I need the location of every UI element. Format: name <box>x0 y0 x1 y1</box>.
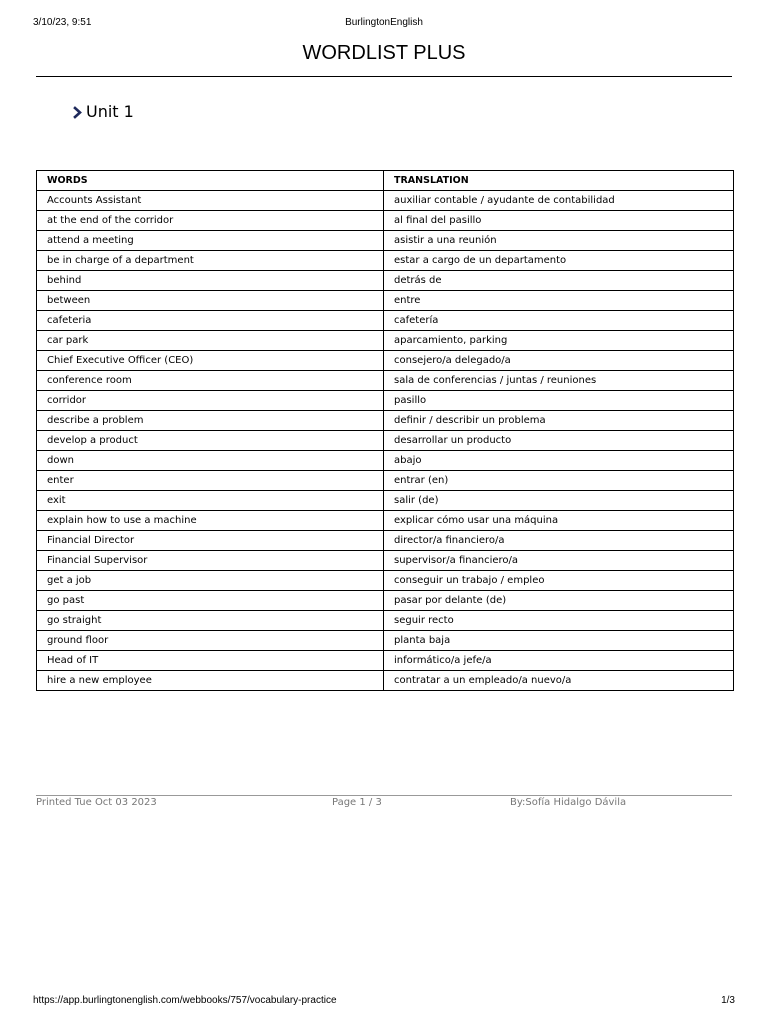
word-cell: conference room <box>37 371 384 391</box>
word-cell: cafeteria <box>37 311 384 331</box>
page-title: WORDLIST PLUS <box>302 42 466 64</box>
table-row <box>37 311 734 331</box>
print-site-name: BurlingtonEnglish <box>345 17 423 28</box>
title-divider <box>36 76 732 77</box>
word-cell: Chief Executive Officer (CEO) <box>37 351 384 371</box>
table-row <box>37 451 734 471</box>
table-header-row <box>37 171 734 191</box>
translation-cell: sala de conferencias / juntas / reuniones <box>384 371 734 391</box>
word-cell: down <box>37 451 384 471</box>
column-header-words: WORDS <box>37 171 384 191</box>
wordlist-table <box>36 170 734 691</box>
translation-cell: planta baja <box>384 631 734 651</box>
table-row <box>37 591 734 611</box>
translation-cell: asistir a una reunión <box>384 231 734 251</box>
table-row <box>37 531 734 551</box>
translation-cell: pasar por delante (de) <box>384 591 734 611</box>
word-cell: go straight <box>37 611 384 631</box>
word-cell: describe a problem <box>37 411 384 431</box>
table-row <box>37 551 734 571</box>
print-url: https://app.burlingtonenglish.com/webbooks/757/vocabulary-practice <box>33 995 337 1006</box>
translation-cell: entre <box>384 291 734 311</box>
translation-cell: informático/a jefe/a <box>384 651 734 671</box>
translation-cell: aparcamiento, parking <box>384 331 734 351</box>
table-row <box>37 471 734 491</box>
table-row <box>37 411 734 431</box>
table-row <box>37 571 734 591</box>
translation-cell: al final del pasillo <box>384 211 734 231</box>
word-cell: car park <box>37 331 384 351</box>
word-cell: be in charge of a department <box>37 251 384 271</box>
translation-cell: entrar (en) <box>384 471 734 491</box>
page-indicator: Page 1 / 3 <box>332 797 382 808</box>
table-row <box>37 611 734 631</box>
print-date-time: 3/10/23, 9:51 <box>33 17 92 28</box>
table-row <box>37 271 734 291</box>
print-page-number: 1/3 <box>721 995 735 1006</box>
translation-cell: detrás de <box>384 271 734 291</box>
printed-date: Printed Tue Oct 03 2023 <box>36 797 157 808</box>
word-cell: enter <box>37 471 384 491</box>
translation-cell: contratar a un empleado/a nuevo/a <box>384 671 734 691</box>
word-cell: Head of IT <box>37 651 384 671</box>
word-cell: Financial Supervisor <box>37 551 384 571</box>
translation-cell: cafetería <box>384 311 734 331</box>
translation-cell: auxiliar contable / ayudante de contabilidad <box>384 191 734 211</box>
table-row <box>37 191 734 211</box>
translation-cell: salir (de) <box>384 491 734 511</box>
chevron-right-icon <box>72 104 83 120</box>
translation-cell: director/a financiero/a <box>384 531 734 551</box>
word-cell: ground floor <box>37 631 384 651</box>
table-row <box>37 391 734 411</box>
word-cell: get a job <box>37 571 384 591</box>
table-row <box>37 631 734 651</box>
word-cell: develop a product <box>37 431 384 451</box>
word-cell: corridor <box>37 391 384 411</box>
wordlist-body <box>37 191 734 691</box>
unit-label: Unit 1 <box>86 102 134 121</box>
word-cell: Financial Director <box>37 531 384 551</box>
table-row <box>37 231 734 251</box>
unit-heading <box>72 102 134 121</box>
word-cell: behind <box>37 271 384 291</box>
table-row <box>37 431 734 451</box>
word-cell: hire a new employee <box>37 671 384 691</box>
footer-divider <box>36 795 732 796</box>
word-cell: exit <box>37 491 384 511</box>
author-credit: By:Sofía Hidalgo Dávila <box>510 797 627 808</box>
translation-cell: seguir recto <box>384 611 734 631</box>
translation-cell: definir / describir un problema <box>384 411 734 431</box>
table-row <box>37 251 734 271</box>
table-row <box>37 511 734 531</box>
table-row <box>37 351 734 371</box>
word-cell: explain how to use a machine <box>37 511 384 531</box>
word-cell: Accounts Assistant <box>37 191 384 211</box>
translation-cell: desarrollar un producto <box>384 431 734 451</box>
table-row <box>37 331 734 351</box>
translation-cell: consejero/a delegado/a <box>384 351 734 371</box>
translation-cell: supervisor/a financiero/a <box>384 551 734 571</box>
word-cell: go past <box>37 591 384 611</box>
translation-cell: abajo <box>384 451 734 471</box>
table-row <box>37 371 734 391</box>
translation-cell: pasillo <box>384 391 734 411</box>
table-row <box>37 651 734 671</box>
table-row <box>37 491 734 511</box>
word-cell: at the end of the corridor <box>37 211 384 231</box>
table-row <box>37 211 734 231</box>
word-cell: between <box>37 291 384 311</box>
translation-cell: explicar cómo usar una máquina <box>384 511 734 531</box>
column-header-translation: TRANSLATION <box>384 171 734 191</box>
table-row <box>37 291 734 311</box>
word-cell: attend a meeting <box>37 231 384 251</box>
table-row <box>37 671 734 691</box>
translation-cell: conseguir un trabajo / empleo <box>384 571 734 591</box>
translation-cell: estar a cargo de un departamento <box>384 251 734 271</box>
